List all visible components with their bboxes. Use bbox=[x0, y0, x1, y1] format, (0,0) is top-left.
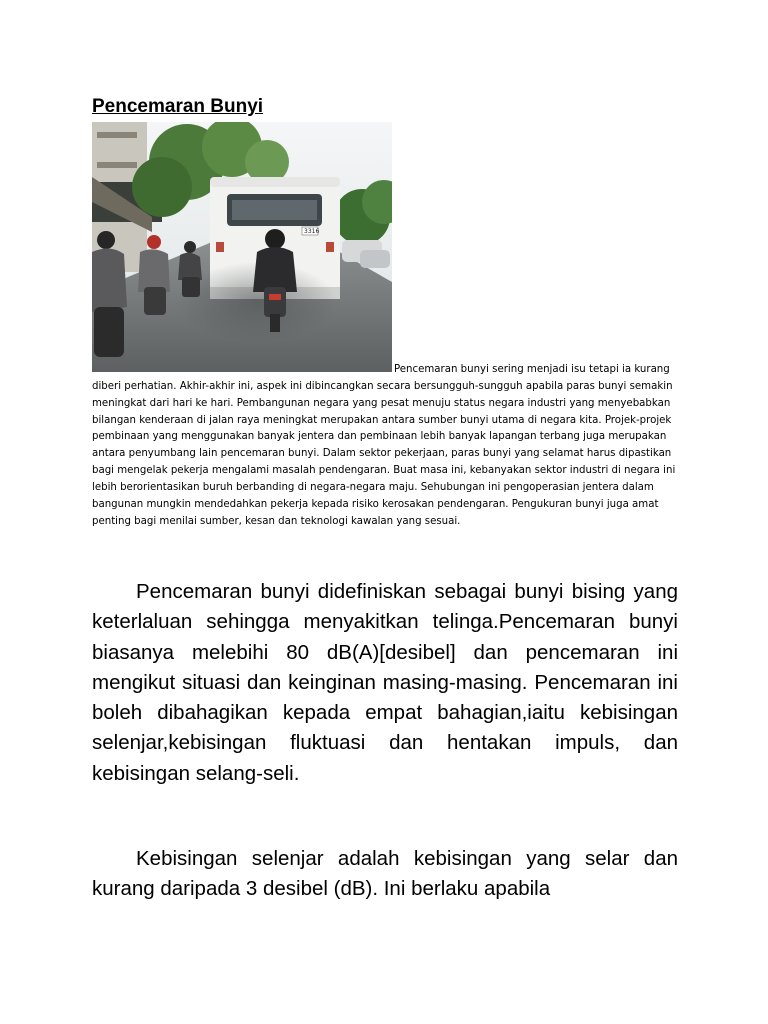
paragraph-1-text: Pencemaran bunyi didefiniskan sebagai bunyi bising yang keterlaluan sehingga menyakitkan telinga.Pencemaran bunyi biasanya melebihi 80 dB(A)[desibel] dan pencemaran ini mengikut situasi dan keinginan masing-masing. Pencemaran ini boleh dibahagikan kepada empat bahagian,iaitu kebisingan selenjar,kebisingan fluktuasi dan hentakan impuls, dan kebisingan selang-seli. bbox=[92, 580, 678, 785]
body-paragraph-2 bbox=[92, 844, 678, 905]
photo-caption bbox=[92, 362, 682, 530]
caption-text: Pencemaran bunyi sering menjadi isu tetapi ia kurang diberi perhatian. Akhir-akhir ini, aspek ini dibincangkan secara bersungguh-sungguh apabila paras bunyi semakin meningkat dari hari ke hari. Pembangunan negara yang pesat menuju status negara industri yang menyebabkan bilangan kenderaan di jalan raya meningkat merupakan antara sumber bunyi utama di negara kita. Projek-projek pembinaan yang menggunakan banyak jentera dan pembinaan lebih banyak lapangan terbang juga merupakan antara penyumbang lain pencemaran bunyi. Dalam sektor pekerjaan, paras bunyi yang selamat harus dipastikan bagi mengelak pekerja mengalami masalah pendengaran. Buat masa ini, kebanyakan sektor industri di negara ini lebih berorientasikan buruh berbanding di negara-negara maju. Sehubungan ini pengoperasian jentera dalam bangunan mungkin mendedahkan pekerja kepada risiko kerosakan pendengaran. Pengukuran bunyi juga amat penting bagi menilai sumber, kesan dan teknologi kawalan yang sesuai. bbox=[92, 364, 676, 527]
bus-number: 3316 bbox=[304, 228, 320, 235]
traffic-photo bbox=[92, 122, 392, 372]
paragraph-2-text: Kebisingan selenjar adalah kebisingan yang selar dan kurang daripada 3 desibel (dB). Ini berlaku apabila bbox=[92, 847, 678, 901]
caption-block bbox=[92, 362, 682, 530]
body-paragraph-1 bbox=[92, 577, 678, 789]
page-title: Pencemaran Bunyi bbox=[92, 96, 264, 117]
